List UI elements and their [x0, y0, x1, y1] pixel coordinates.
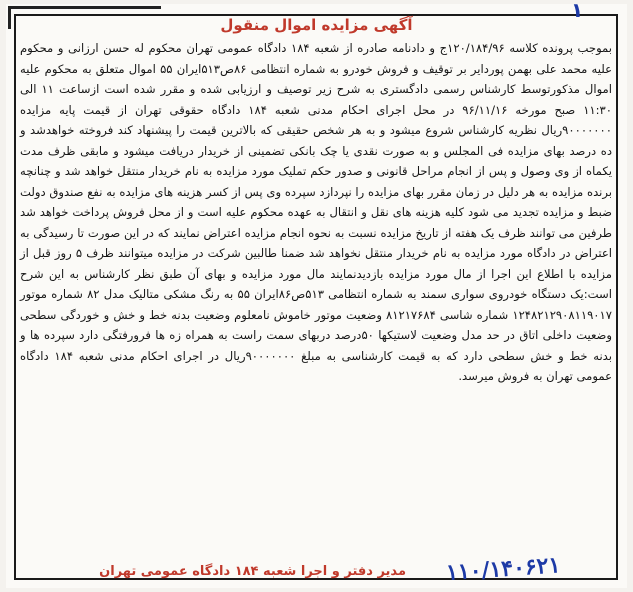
notice-body: بموجب پرونده کلاسه ۱۲۰/۱۸۴/۹۶ج و دادنامه صادره از شعبه ۱۸۴ دادگاه عمومی تهران محکوم له حسن ارزانی و محکوم علیه محمد علی بهمن پوردایر بر توقیف و فروش خودرو به شماره انتظامی ۸۶ص۵۱۳ایران ۵۵ اموال متعلق به محکوم علیه اموال مذکورتوسط کارشناس رسمی دادگستری به شرح زیر توصیف و ارزیابی شده و مقرر شده است ازساعت ۱۱ الی ۱۱:۳۰ صبح مورخه ۹۶/۱۱/۱۶ در محل اجرای احکام مدنی شعبه ۱۸۴ دادگاه حقوقی تهران از قیمت پایه مزایده ۹۰۰۰۰۰۰۰ریال نظریه کارشناس شروع میشود و به هر شخص حقیقی که بالاترین قیمت را پیشنهاد کند فروخته خواهدشد و ده درصد بهای مزایده فی المجلس و به صورت نقدی یا چک بانکی تضمینی از خریدار دریافت میشود و مابقی ظرف مدت یکماه از وی وصول و پس از انجام مراحل قانونی و صدور حکم تملیک مورد مزایده به نام خریدار منتقل خواهد شد و چنانچه برنده مزایده به هر دلیل در زمان مقرر بهای مزایده را نپردازد سپرده وی پس از کسر هزینه های مزایده به نفع صندوق دولت ضبط و مزایده تجدید می شود کلیه هزینه های نقل و انتقال به عهده محکوم علیه است و از محل فروش پرداخت خواهد شد طرفین می توانند ظرف یک هفته از تاریخ مزایده نسبت به نحوه انجام مزایده اعتراض نمایند که در این صورت تا رسیدگی به اعتراض در دادگاه مورد مزایده به نام خریدار منتقل نخواهد شد ضمنا طالبین شرکت در مزایده میتوانند ظرف ۵ روز قبل از مزایده با اطلاع این اجرا از مال مورد مزایده بازدیدنمایند مال مورد مزایده و بهای آن طبق نظر کارشناس به این شرح است:یک دستگاه خودروی سواری سمند به شماره انتظامی ۵۱۳ص۸۶ایران ۵۵ به رنگ مشکی متالیک مدل ۸۲ شماره موتور ۱۲۴۸۲۱۲۹۰۸۱۱۹۰۱۷ شماره شاسی ۸۱۲۱۷۶۸۴ وضعیت موتور خاموش نامعلوم وضعیت بدنه خط و خش و خوردگی سطحی وضعیت داخلی اتاق در حد مدل وضعیت لاستیکها ۵۰درصد دربهای سمت راست به همراه زه ها فرورفتگی دارد سپرده ها و بدنه خط و خش سطحی دارد که به قیمت کارشناسی به مبلغ ۹۰۰۰۰۰۰۰ریال در اجرای احکام مدنی شعبه ۱۸۴ دادگاه عمومی تهران به فروش میرسد. — [20, 41, 613, 383]
handwritten-top-mark: ۱ — [571, 0, 584, 22]
notice-title: آگهی مزایده اموال منقول — [220, 16, 413, 34]
signature-line: مدیر دفتر و اجرا شعبه ۱۸۴ دادگاه عمومی تهران — [99, 564, 406, 579]
handwritten-number: ۱۱۰/۱۴۰۶۲۱ — [445, 552, 562, 586]
notice-sheet — [6, 0, 627, 588]
